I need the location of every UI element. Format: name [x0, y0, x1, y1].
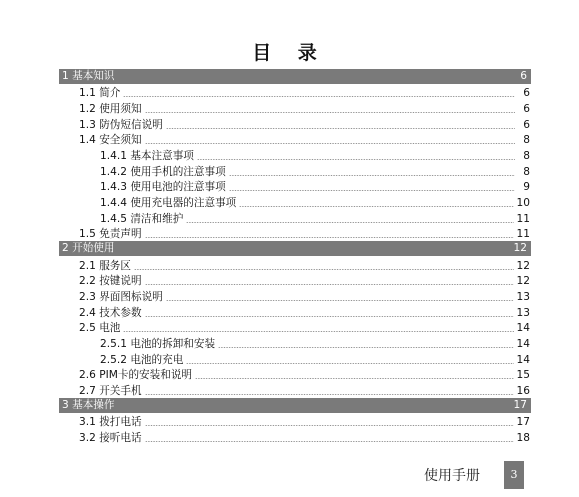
- dot-leader: [117, 247, 510, 248]
- dot-leader: [166, 300, 514, 301]
- toc-entry-row[interactable]: [59, 147, 531, 163]
- toc-entry-row[interactable]: [59, 85, 531, 101]
- toc-page-number: 15: [516, 369, 530, 382]
- toc-page-number: 18: [516, 431, 530, 444]
- toc-page-number: 12: [516, 275, 530, 288]
- footer-label: 使用手册: [424, 468, 480, 484]
- toc-page-number: 13: [516, 290, 530, 303]
- toc-entry-label: 2.6 PIM卡的安装和说明: [79, 369, 193, 382]
- dot-leader: [145, 143, 515, 144]
- page-number: 3: [504, 461, 524, 489]
- dot-leader: [145, 394, 514, 395]
- toc-page-number: 14: [516, 338, 530, 350]
- toc-entry-label: 1.2 使用须知: [79, 102, 142, 115]
- toc-entry-row[interactable]: [59, 273, 531, 289]
- toc-page-number: 6: [523, 102, 530, 115]
- dot-leader: [229, 190, 515, 191]
- toc-entry-label: 1 基本知识: [62, 69, 115, 82]
- dot-leader: [166, 128, 515, 129]
- dot-leader: [145, 316, 514, 317]
- toc-entry-row[interactable]: [59, 100, 531, 116]
- toc-page-number: 8: [523, 149, 530, 162]
- toc-entry-label: 1.4 安全须知: [79, 134, 142, 147]
- toc-entry-label: 1.1 简介: [79, 87, 121, 100]
- toc-entry-label: 1.3 防伪短信说明: [79, 118, 163, 131]
- toc-page-number: 13: [516, 306, 530, 319]
- dot-leader: [134, 269, 514, 270]
- toc-entry-row[interactable]: [59, 288, 531, 304]
- toc-entry-label: 2.2 按键说明: [79, 275, 142, 288]
- toc-entry-label: 3 基本操作: [62, 398, 115, 411]
- dot-leader: [123, 96, 515, 97]
- toc-page-number: 8: [523, 165, 530, 178]
- toc-page-number: 6: [520, 69, 527, 82]
- toc-entry-row[interactable]: [59, 194, 531, 210]
- toc-entry-label: 1.4.1 基本注意事项: [100, 149, 194, 162]
- toc-chapter-row[interactable]: [59, 241, 531, 256]
- dot-leader: [117, 403, 510, 404]
- toc-entry-row[interactable]: [59, 257, 531, 273]
- toc-entry-row[interactable]: [59, 414, 531, 430]
- toc-page-number: 9: [523, 181, 530, 194]
- toc-entry-label: 2.1 服务区: [79, 259, 131, 272]
- toc-page-number: 11: [516, 228, 530, 241]
- toc-entry-row[interactable]: [59, 382, 531, 398]
- dot-leader: [123, 331, 513, 332]
- dot-leader: [229, 175, 515, 176]
- toc-page-number: 6: [523, 87, 530, 100]
- toc-entry-row[interactable]: [59, 116, 531, 132]
- toc-entry-label: 1.4.5 清洁和维护: [100, 212, 184, 225]
- toc-entry-row[interactable]: [59, 179, 531, 195]
- toc-page-number: 6: [523, 118, 530, 131]
- dot-leader: [145, 237, 514, 238]
- toc-page-number: 17: [513, 398, 527, 411]
- dot-leader: [186, 222, 513, 223]
- toc-entry-label: 2.3 界面图标说明: [79, 290, 163, 303]
- toc-page-number: 17: [516, 416, 530, 429]
- dot-leader: [145, 284, 514, 285]
- toc-entry-label: 2.5.1 电池的拆卸和安装: [100, 338, 216, 350]
- toc-entry-label: 3.1 拨打电话: [79, 416, 142, 429]
- toc-entry-row[interactable]: [59, 163, 531, 179]
- toc-entry-row[interactable]: [59, 351, 531, 367]
- toc-page-number: 11: [516, 212, 530, 225]
- dot-leader: [145, 425, 514, 426]
- dot-leader: [117, 74, 512, 75]
- toc-page-number: 16: [516, 385, 530, 398]
- dot-leader: [186, 363, 513, 364]
- dot-leader: [145, 441, 514, 442]
- toc-entry-label: 1.4.3 使用电池的注意事项: [100, 181, 226, 194]
- toc-entry-label: 2 开始使用: [62, 242, 115, 255]
- dot-leader: [145, 112, 515, 113]
- toc-chapter-row[interactable]: [59, 69, 531, 84]
- toc-page-number: 10: [516, 197, 530, 209]
- toc-entry-row[interactable]: [59, 335, 531, 351]
- toc-entry-row[interactable]: [59, 429, 531, 445]
- dot-leader: [218, 347, 513, 348]
- table-of-contents: [59, 69, 531, 445]
- dot-leader: [195, 378, 513, 379]
- toc-page-number: 14: [516, 322, 530, 335]
- toc-entry-label: 1.4.2 使用手机的注意事项: [100, 165, 226, 178]
- toc-entry-row[interactable]: [59, 304, 531, 320]
- toc-entry-row[interactable]: [59, 320, 531, 336]
- dot-leader: [197, 159, 515, 160]
- toc-entry-row[interactable]: [59, 226, 531, 242]
- toc-page-number: 14: [516, 353, 530, 366]
- toc-entry-label: 1.4.4 使用充电器的注意事项: [100, 197, 237, 209]
- toc-entry-row[interactable]: [59, 210, 531, 226]
- toc-entry-label: 3.2 接听电话: [79, 431, 142, 444]
- toc-page-number: 8: [523, 134, 530, 147]
- toc-entry-label: 2.5.2 电池的充电: [100, 353, 184, 366]
- toc-chapter-row[interactable]: [59, 398, 531, 413]
- toc-entry-label: 1.5 免责声明: [79, 228, 142, 241]
- toc-entry-row[interactable]: [59, 132, 531, 148]
- page-title: 目 录: [252, 42, 327, 64]
- toc-page-number: 12: [516, 259, 530, 272]
- toc-entry-label: 2.4 技术参数: [79, 306, 142, 319]
- toc-entry-row[interactable]: [59, 367, 531, 383]
- toc-page-number: 12: [513, 242, 527, 255]
- toc-entry-label: 2.7 开关手机: [79, 385, 142, 398]
- toc-entry-label: 2.5 电池: [79, 322, 121, 335]
- dot-leader: [239, 206, 513, 207]
